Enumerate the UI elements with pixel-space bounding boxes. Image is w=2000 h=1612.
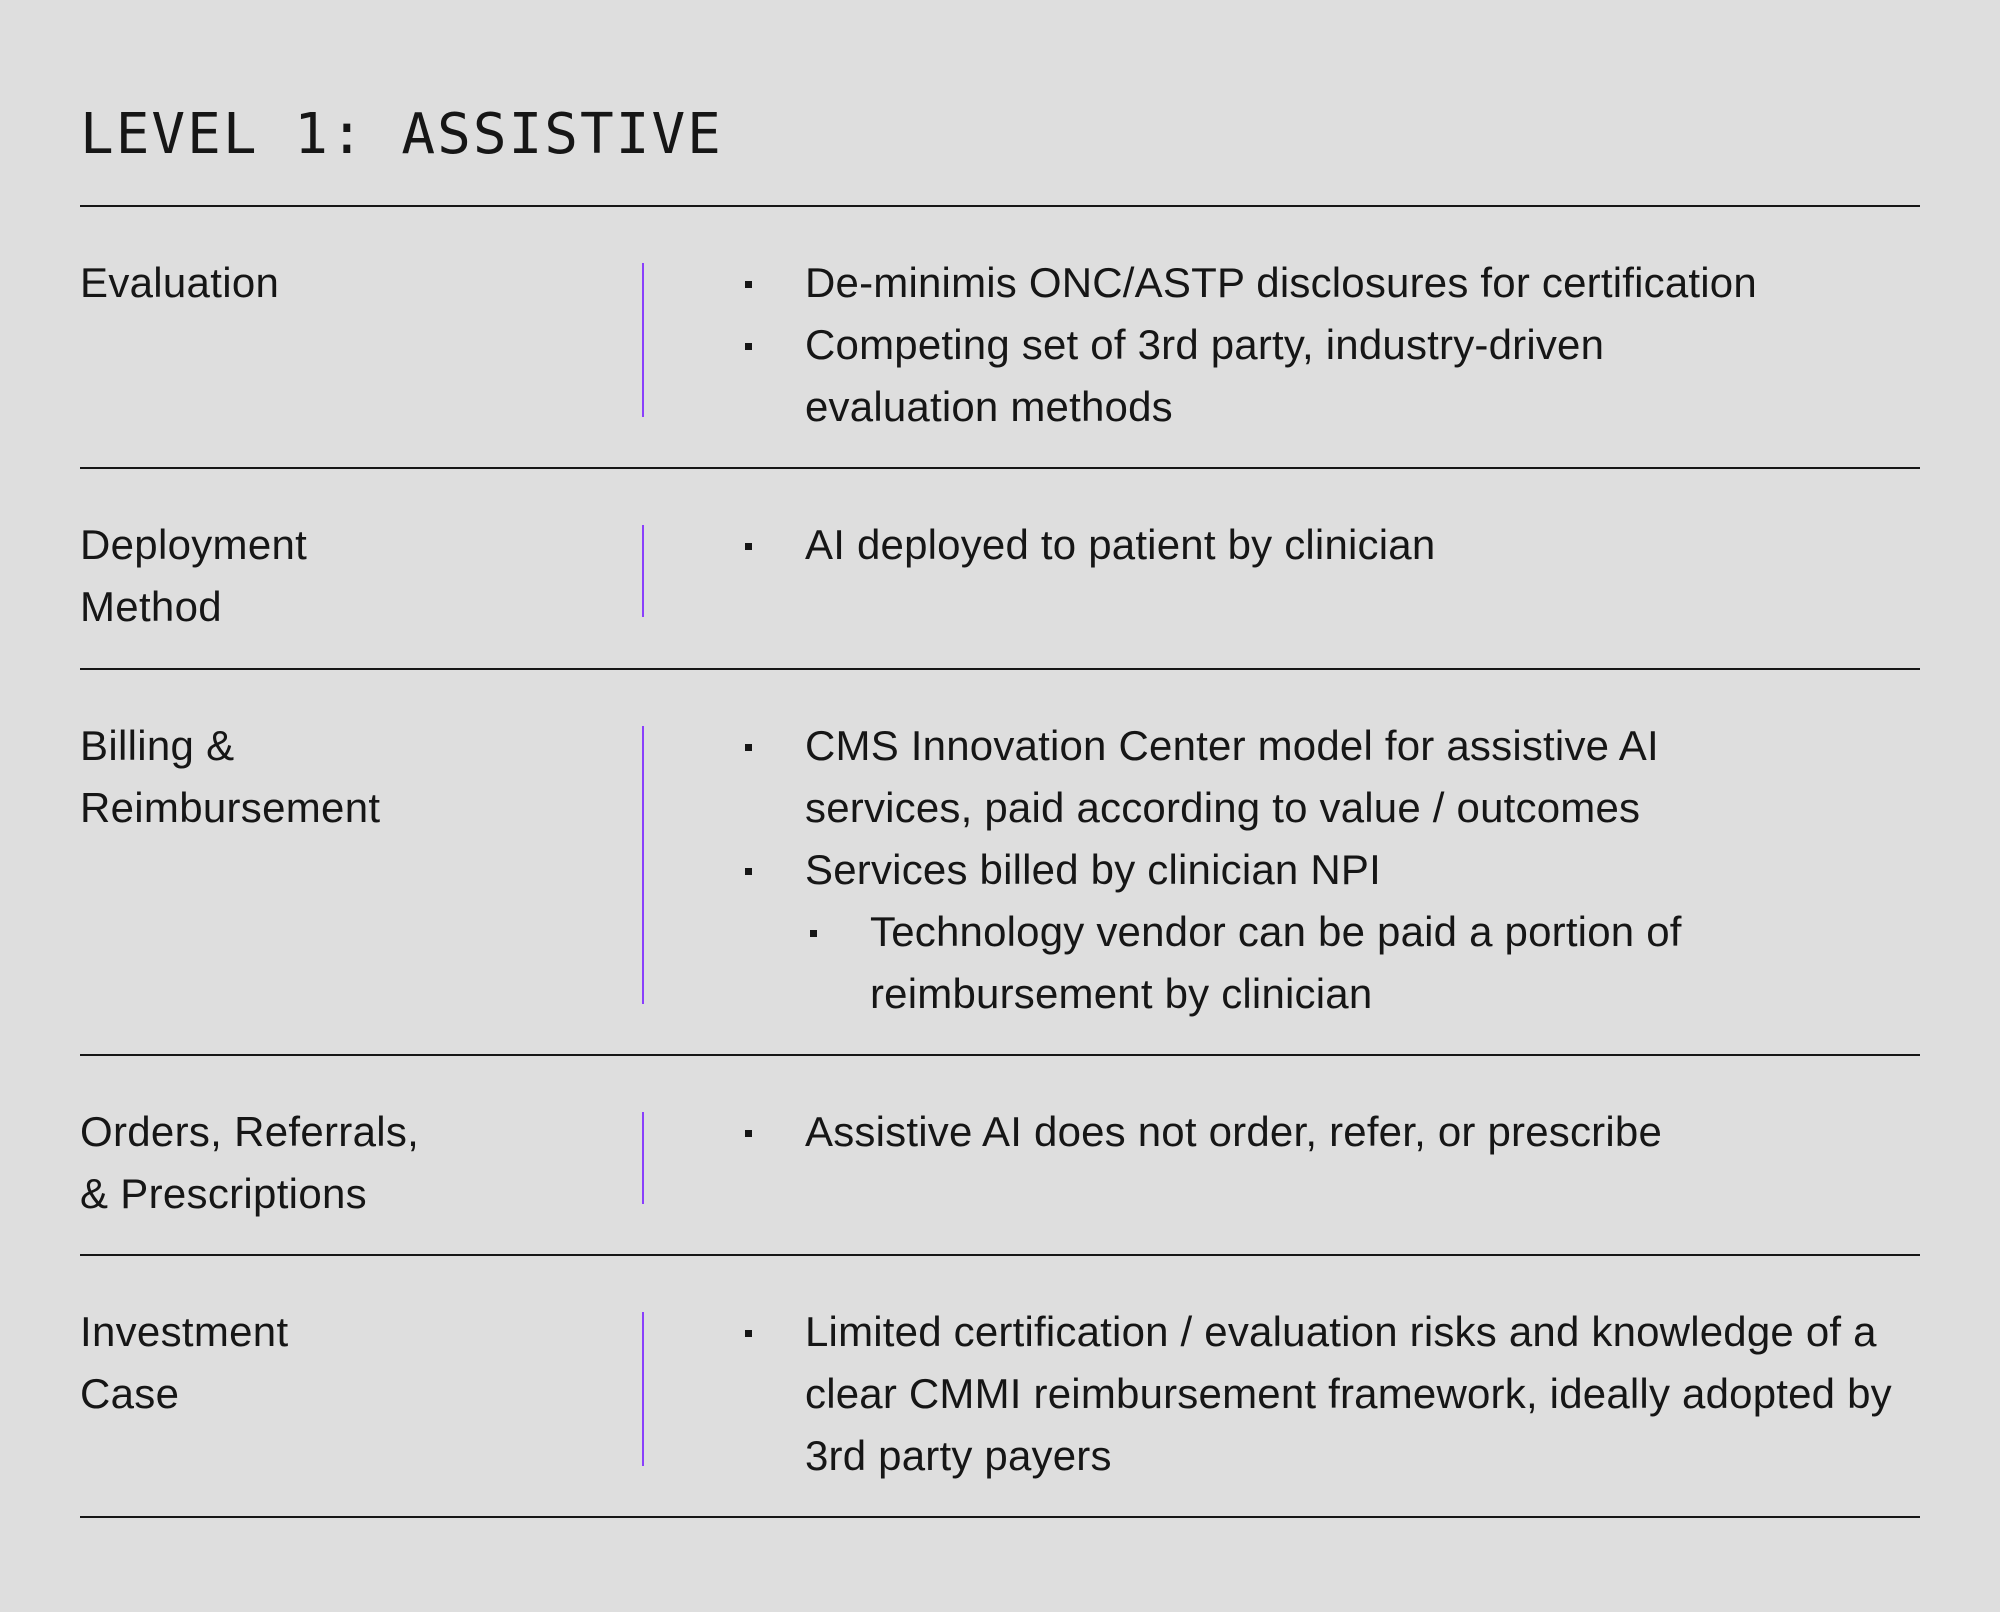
bullet-item: AI deployed to patient by clinician — [741, 514, 1920, 576]
row-label-line: & Prescriptions — [80, 1170, 367, 1217]
bullet-item: Limited certification / evaluation risks and knowledge of a clear CMMI reimbursement framework, ideally adopted by 3rd party payers — [741, 1301, 1920, 1487]
row-investment-case — [80, 1256, 1920, 1516]
accent-divider — [642, 263, 644, 417]
bottom-rule — [80, 1516, 1920, 1518]
accent-divider — [642, 1112, 644, 1204]
bullet-list-evaluation — [741, 252, 1920, 438]
row-label-line: Evaluation — [80, 259, 280, 306]
bullet-item: Assistive AI does not order, refer, or prescribe — [741, 1101, 1920, 1163]
row-label-line: Orders, Referrals, — [80, 1108, 420, 1155]
bullet-item: CMS Innovation Center model for assistive AI services, paid according to value / outcomes — [741, 715, 1835, 839]
bullet-list-orders-referrals-prescriptions — [741, 1101, 1920, 1163]
row-label-line: Investment — [80, 1308, 289, 1355]
bullet-item: De-minimis ONC/ASTP disclosures for certification — [741, 252, 1920, 314]
bullet-list-deployment-method — [741, 514, 1920, 576]
row-orders-referrals-prescriptions — [80, 1056, 1920, 1254]
page-title: LEVEL 1: ASSISTIVE — [80, 102, 723, 167]
row-evaluation — [80, 207, 1920, 467]
row-label-billing-reimbursement — [80, 670, 640, 839]
row-label-line: Reimbursement — [80, 784, 381, 831]
bullet-list-investment-case — [741, 1301, 1920, 1487]
accent-divider — [642, 525, 644, 617]
row-label-orders-referrals-prescriptions — [80, 1056, 640, 1225]
level-table — [80, 0, 1920, 1518]
bullet-list-billing-reimbursement — [741, 715, 1920, 1025]
row-billing-reimbursement — [80, 670, 1920, 1054]
bullet-item: Services billed by clinician NPI — [741, 839, 1920, 901]
row-label-line: Deployment — [80, 521, 308, 568]
row-label-investment-case — [80, 1256, 640, 1425]
row-label-line: Method — [80, 583, 222, 630]
accent-divider — [642, 1312, 644, 1466]
row-label-line: Case — [80, 1370, 180, 1417]
sub-bullet-item: Technology vendor can be paid a portion of reimbursement by clinician — [741, 901, 1900, 1025]
accent-divider — [642, 726, 644, 1004]
row-label-deployment-method — [80, 469, 640, 638]
row-label-evaluation — [80, 207, 640, 314]
row-label-line: Billing & — [80, 722, 235, 769]
bullet-item: Competing set of 3rd party, industry-driven evaluation methods — [741, 314, 1785, 438]
row-deployment-method — [80, 469, 1920, 668]
